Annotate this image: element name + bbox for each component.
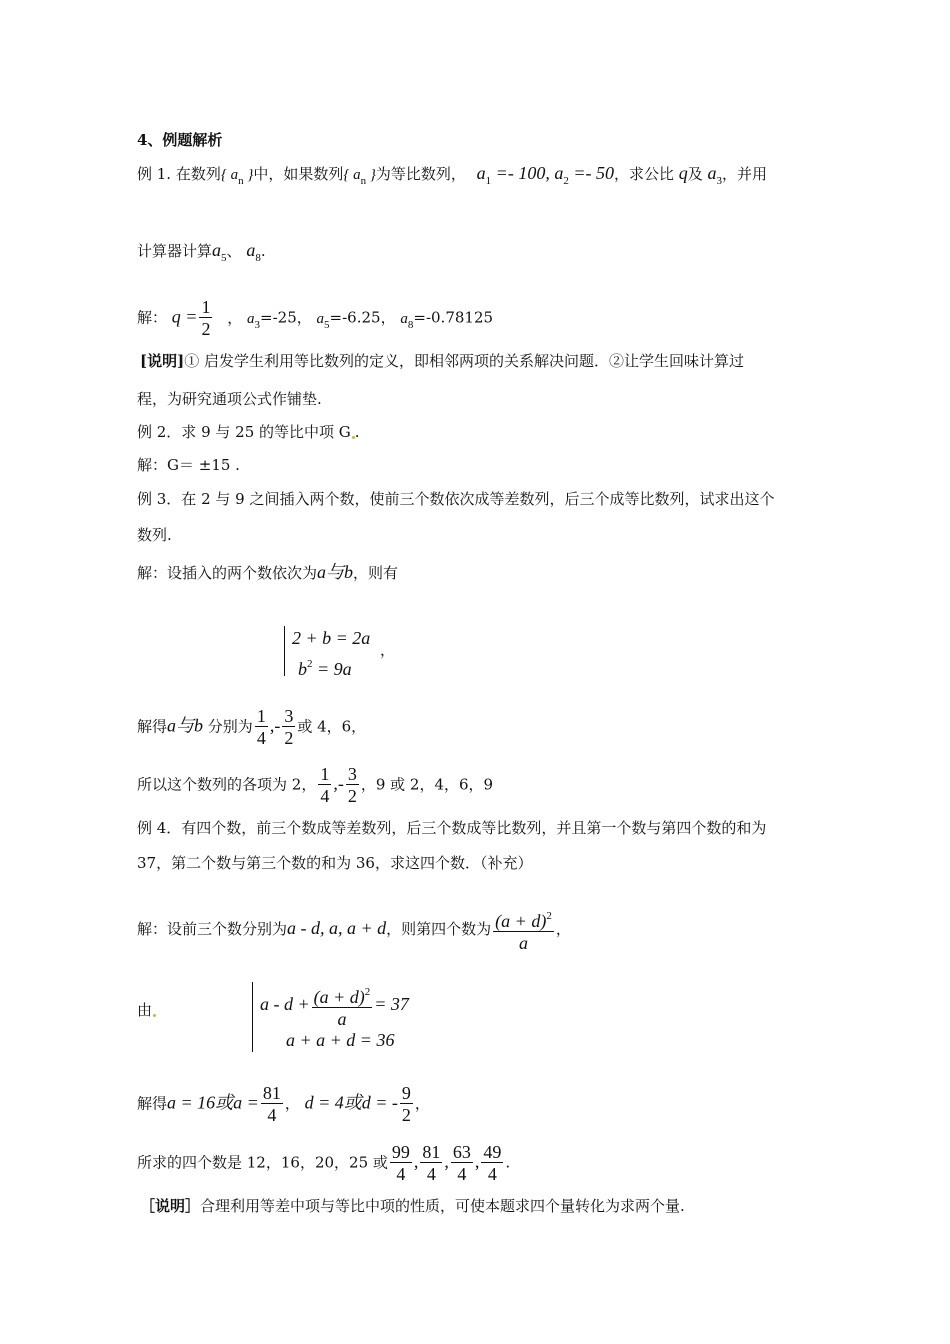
fraction-99-4: $\frac{99}{4}$	[391, 1142, 410, 1184]
ex3-result	[137, 706, 366, 749]
ex4-res-mid: ，	[284, 1094, 300, 1113]
sol-a3: $a_3$	[247, 310, 261, 331]
sol-a8: $a_8$	[400, 310, 414, 331]
ex4-sol-c: ，	[555, 920, 571, 938]
ex2-question-end: .	[354, 423, 360, 441]
ex4-sol-b: ，则第四个数为	[386, 920, 492, 938]
seq-an-2: { $a_n$ }	[343, 167, 376, 187]
ex1-line2-b: 、	[226, 242, 242, 260]
fraction-81-4: $\frac{81}{4}$	[262, 1083, 281, 1125]
ex2-question-text: 例 2．求 9 与 25 的等比中项 G	[137, 423, 351, 441]
ex4-ans-end: .	[505, 1153, 511, 1172]
sol-a5: $a_5$	[316, 310, 330, 331]
ex1-given-formula: $a_1 =- 100$, $a_2 =- 50$	[476, 163, 614, 187]
fraction-3-2: $\frac{3}{2}$	[284, 706, 294, 748]
note-text-1: ① 启发学生利用等比数列的定义，即相邻两项的关系解决问题．②让学生回味计算过	[184, 352, 744, 370]
fraction-63-4: $\frac{63}{4}$	[452, 1142, 471, 1184]
sol-a3-value: =-25，	[260, 308, 312, 327]
fraction-1-4-b: $\frac{1}{4}$	[320, 764, 330, 806]
ex1-sol-prefix: 解：	[137, 308, 168, 327]
section-heading: 4、例题解析	[137, 131, 223, 149]
ex4-solution-intro	[137, 906, 571, 954]
ex4-res-eq1: a = 16或a =	[167, 1092, 259, 1113]
ratio-q: q	[678, 163, 688, 183]
system-brace-1	[284, 626, 285, 676]
ex1-text-b: 中，如果数列	[253, 165, 344, 183]
seq-an: { $a_n$ }	[220, 167, 254, 187]
ex3-res-ab: a与b	[167, 715, 204, 736]
ex1-text-e: 及	[687, 165, 703, 183]
example-1-question	[137, 163, 767, 191]
note-text-4: 合理利用等差中项与等比中项的性质，可使本题求四个量转化为求两个量.	[200, 1197, 685, 1215]
ex3-all-b: ，9 或 2，4，6，9	[360, 775, 494, 794]
ex3-minus-b: ,-	[333, 773, 344, 794]
note-label-2: ［说明］	[140, 1197, 201, 1215]
ex4-ans-a: 所求的四个数是 12，16，20，25 或	[137, 1153, 388, 1172]
ex4-equation-1: a - d + $\frac{(a + d)^2}{a}$ = 37	[260, 982, 409, 1030]
ex3-res-c: 或 4，6，	[297, 717, 367, 736]
ex1-text-f: ，并用	[722, 165, 768, 183]
term-a3: $a_3$	[707, 163, 723, 187]
ex3-res-a: 解得	[137, 717, 168, 736]
example-4-question-1: 例 4．有四个数，前三个数成等差数列，后三个数成等比数列，并且第一个数与第四个数的和为	[137, 819, 767, 837]
ex3-all-a: 所以这个数列的各项为 2，	[137, 775, 317, 794]
fraction-sys1: $\frac{(a + d)^2}{a}$	[312, 982, 373, 1030]
ex3-equation-2: $b^2 = 9a$	[298, 658, 352, 679]
ex4-res-eq2: d = 4或d = -	[304, 1092, 398, 1113]
ex3-sol-b: ，则有	[353, 564, 399, 582]
example-1-line2	[137, 240, 266, 268]
ex1-text-a: 例 1. 在数列	[137, 165, 221, 183]
example-4-note	[140, 1196, 685, 1216]
ex3-ab: a与b	[317, 562, 354, 582]
ex4-vars: a - d, a, a + d	[287, 918, 387, 938]
term-a5: $a_5$	[212, 240, 227, 264]
example-1-note	[140, 351, 744, 371]
fraction-1-4: $\frac{1}{4}$	[256, 706, 266, 748]
fraction-81-4-b: $\frac{81}{4}$	[422, 1142, 441, 1184]
sol-a8-value: =-0.78125	[413, 308, 494, 327]
sol-a5-value: =-6.25，	[329, 308, 396, 327]
example-3-question-1: 例 3．在 2 与 9 之间插入两个数，使前三个数依次成等差数列，后三个成等比数列，试求出这个	[137, 490, 775, 508]
system-brace-2	[252, 982, 253, 1052]
example-1-note-line2: 程，为研究通项公式作铺垫.	[137, 390, 322, 408]
ex4-res-end: ，	[414, 1094, 430, 1113]
note-label: [说明]	[140, 352, 185, 370]
fraction-3-2-b: $\frac{3}{2}$	[347, 764, 357, 806]
term-a8: $a_8$	[246, 240, 261, 264]
example-2-question	[137, 422, 360, 442]
ex4-equation-2: a + a + d = 36	[286, 1030, 395, 1050]
fraction-49-4: $\frac{49}{4}$	[483, 1142, 502, 1184]
ex3-sol-a: 解：设插入的两个数依次为	[137, 564, 318, 582]
example-2-solution: 解：G＝ ±15 .	[137, 456, 240, 474]
ex1-line2-a: 计算器计算	[137, 242, 213, 260]
ex3-res-b: 分别为	[207, 717, 253, 736]
ex1-line2-c: .	[260, 242, 266, 260]
example-3-question-2: 数列.	[137, 526, 172, 544]
example-4-question-2: 37，第二个数与第三个数的和为 36，求这四个数．（补充）	[137, 854, 533, 872]
ex3-equation-1: 2 + b = 2a	[292, 628, 371, 648]
example-1-solution: 解： q = $\frac{1}{2}$ ， $a_3=-25$， $a_5=-6.25$， $a_8=-0.78125$	[137, 297, 494, 339]
ex3-minus: ,-	[269, 715, 281, 736]
fraction-9-2: $\frac{9}{2}$	[401, 1083, 411, 1125]
ex4-sol-a: 解：设前三个数分别为	[137, 920, 288, 938]
ex4-res-a: 解得	[137, 1094, 168, 1113]
ex1-text-d: ，求公比	[613, 165, 674, 183]
ex4-answer: 所求的四个数是 12，16，20，25 或 $\frac{99}{4}$ , $\frac{81}{4}$ , $\frac{63}{4}$ , $\frac{49}{4}$ .	[137, 1142, 511, 1184]
marker-dot-2	[153, 1014, 156, 1017]
ex3-all-terms	[137, 764, 493, 807]
ex3-eq-comma: ，	[380, 641, 396, 659]
ex1-sol-q: q =	[171, 306, 198, 327]
ex4-by: 由	[137, 1000, 156, 1020]
ex1-text-c: 为等比数列，	[375, 165, 466, 183]
fraction-one-half: $\frac{1}{2}$	[201, 297, 211, 339]
fraction-fourth-term: $\frac{(a + d)^2}{a}$	[493, 906, 554, 954]
ex4-result	[137, 1083, 430, 1126]
example-3-solution-intro	[137, 562, 398, 583]
